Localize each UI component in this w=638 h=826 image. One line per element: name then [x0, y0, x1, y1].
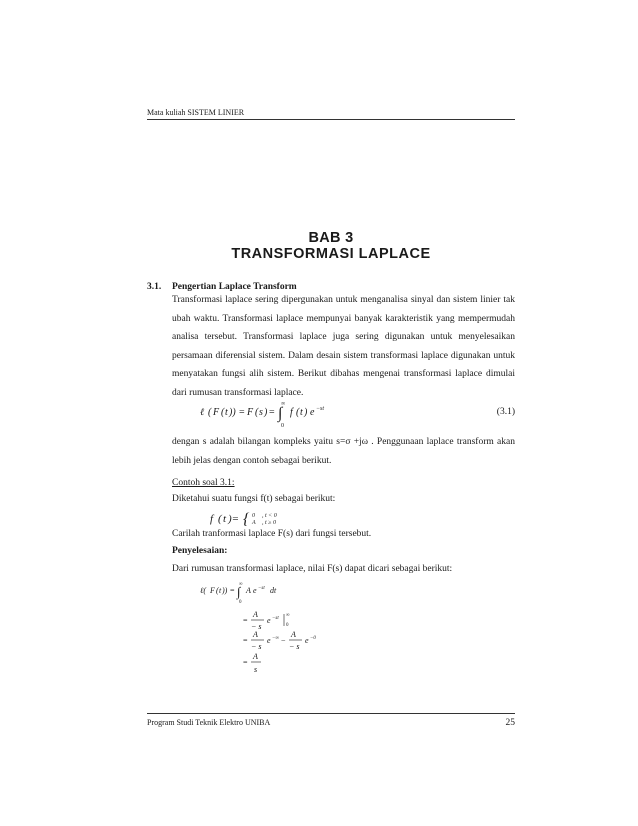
svg-text:e: e: [267, 616, 271, 625]
svg-text:∫: ∫: [237, 584, 241, 599]
svg-text:0: 0: [286, 623, 289, 628]
svg-text:− s: − s: [289, 642, 300, 651]
svg-text:e: e: [253, 586, 257, 595]
chapter-number: BAB 3: [308, 230, 354, 246]
svg-text:(: (: [216, 586, 219, 595]
svg-text:{: {: [243, 511, 250, 527]
svg-text:): ): [264, 407, 268, 418]
svg-text:(: (: [208, 407, 212, 418]
section-title: Pengertian Laplace Transform: [172, 282, 297, 292]
derivation-formula: [200, 580, 350, 680]
svg-text:e: e: [310, 407, 315, 418]
svg-text:ℓ: ℓ: [200, 407, 205, 418]
svg-text:∞: ∞: [281, 401, 286, 407]
svg-text:t: t: [223, 513, 227, 525]
svg-text:0: 0: [239, 600, 242, 605]
chapter-title: TRANSFORMASI LAPLACE: [231, 246, 431, 262]
example-given: Diketahui suatu fungsi f(t) sebagai berikut:: [172, 494, 336, 504]
svg-text:s: s: [259, 407, 263, 418]
svg-text:∞: ∞: [239, 582, 243, 587]
piecewise-function: [210, 509, 300, 530]
svg-text:=: =: [239, 407, 245, 418]
footer-program: Program Studi Teknik Elektro UNIBA: [147, 718, 271, 727]
page-number: 25: [505, 718, 515, 728]
svg-text:=: =: [243, 636, 248, 645]
laplace-definition-equation: [200, 400, 515, 430]
svg-text:∫: ∫: [278, 405, 283, 422]
svg-text:f: f: [210, 513, 214, 525]
running-header: Mata kuliah SISTEM LINIER: [147, 108, 515, 120]
svg-text:e: e: [267, 636, 271, 645]
laplace-definition-formula: [200, 400, 440, 430]
svg-text:−st: −st: [316, 406, 325, 412]
svg-text:(: (: [255, 407, 259, 418]
svg-text:(: (: [218, 513, 222, 525]
svg-text:− s: − s: [251, 622, 262, 631]
svg-text:)): )): [229, 407, 236, 418]
svg-text:f: f: [290, 407, 293, 418]
example-label: Contoh soal 3.1:: [172, 478, 235, 488]
svg-text:e: e: [305, 636, 309, 645]
piecewise-function-formula: [210, 509, 300, 527]
svg-text:A: A: [253, 610, 258, 619]
svg-text:F: F: [213, 407, 220, 418]
svg-text:A: A: [252, 520, 256, 526]
running-footer: [147, 713, 515, 727]
svg-text:)=: )=: [228, 513, 240, 525]
svg-text:− s: − s: [251, 642, 262, 651]
svg-text:)): )): [222, 586, 228, 595]
svg-text:F: F: [210, 586, 215, 595]
svg-text:, t ≥ 0: , t ≥ 0: [262, 520, 276, 526]
svg-text:−0: −0: [310, 636, 316, 641]
svg-text:−st: −st: [258, 586, 265, 591]
svg-text:s: s: [254, 665, 258, 674]
svg-text:=: =: [243, 658, 248, 667]
solution-label: Penyelesaian:: [172, 546, 228, 556]
svg-text:∞: ∞: [286, 613, 290, 618]
solution-derivation: [200, 580, 350, 680]
svg-text:=: =: [230, 586, 235, 595]
svg-text:0: 0: [281, 423, 284, 429]
svg-text:): ): [304, 407, 308, 418]
solution-intro: Dari rumusan transformasi laplace, nilai F(s) dapat dicari sebagai berikut:: [172, 564, 453, 574]
svg-text:t: t: [300, 407, 303, 418]
svg-text:−st: −st: [272, 616, 279, 621]
svg-text:=: =: [269, 407, 275, 418]
example-task: Carilah tranformasi laplace F(s) dari fungsi tersebut.: [172, 529, 372, 539]
section-number: 3.1.: [147, 282, 162, 292]
complex-variable-paragraph: dengan s adalah bilangan kompleks yaitu s=σ +jω . Penggunaan laplace transform akan lebih jelas dengan contoh sebagai berikut.: [172, 437, 515, 466]
svg-text:, t < 0: , t < 0: [262, 513, 277, 519]
svg-text:(: (: [221, 407, 225, 418]
equation-number: (3.1): [496, 407, 515, 417]
svg-text:F: F: [247, 407, 254, 418]
svg-text:A: A: [246, 586, 251, 595]
svg-text:t: t: [219, 586, 222, 595]
svg-text:−∞: −∞: [272, 636, 279, 641]
svg-text:(: (: [296, 407, 300, 418]
svg-text:dt: dt: [270, 586, 277, 595]
svg-text:A: A: [253, 652, 258, 661]
svg-text:A: A: [253, 630, 258, 639]
svg-text:−: −: [281, 636, 286, 645]
intro-paragraph: Transformasi laplace sering dipergunakan untuk menganalisa sinyal dan sistem linier tak ubah waktu. Transformasi laplace mempunyai banyak karakteristik yang mempermudah analisa tersebut. Transformasi laplace juga sering digunakan untuk menyelesaikan persamaan diferensial sistem. Dalam desain sistem transformasi laplace digunakan untuk menyatakan fungsi alih sistem. Berikut dibahas mengenai transformasi laplace dimulai dari rumusan transformasi laplace.: [172, 295, 515, 398]
svg-text:0: 0: [252, 513, 255, 519]
svg-text:ℓ(: ℓ(: [200, 586, 206, 595]
svg-text:A: A: [291, 630, 296, 639]
svg-text:=: =: [243, 616, 248, 625]
svg-text:t: t: [225, 407, 228, 418]
